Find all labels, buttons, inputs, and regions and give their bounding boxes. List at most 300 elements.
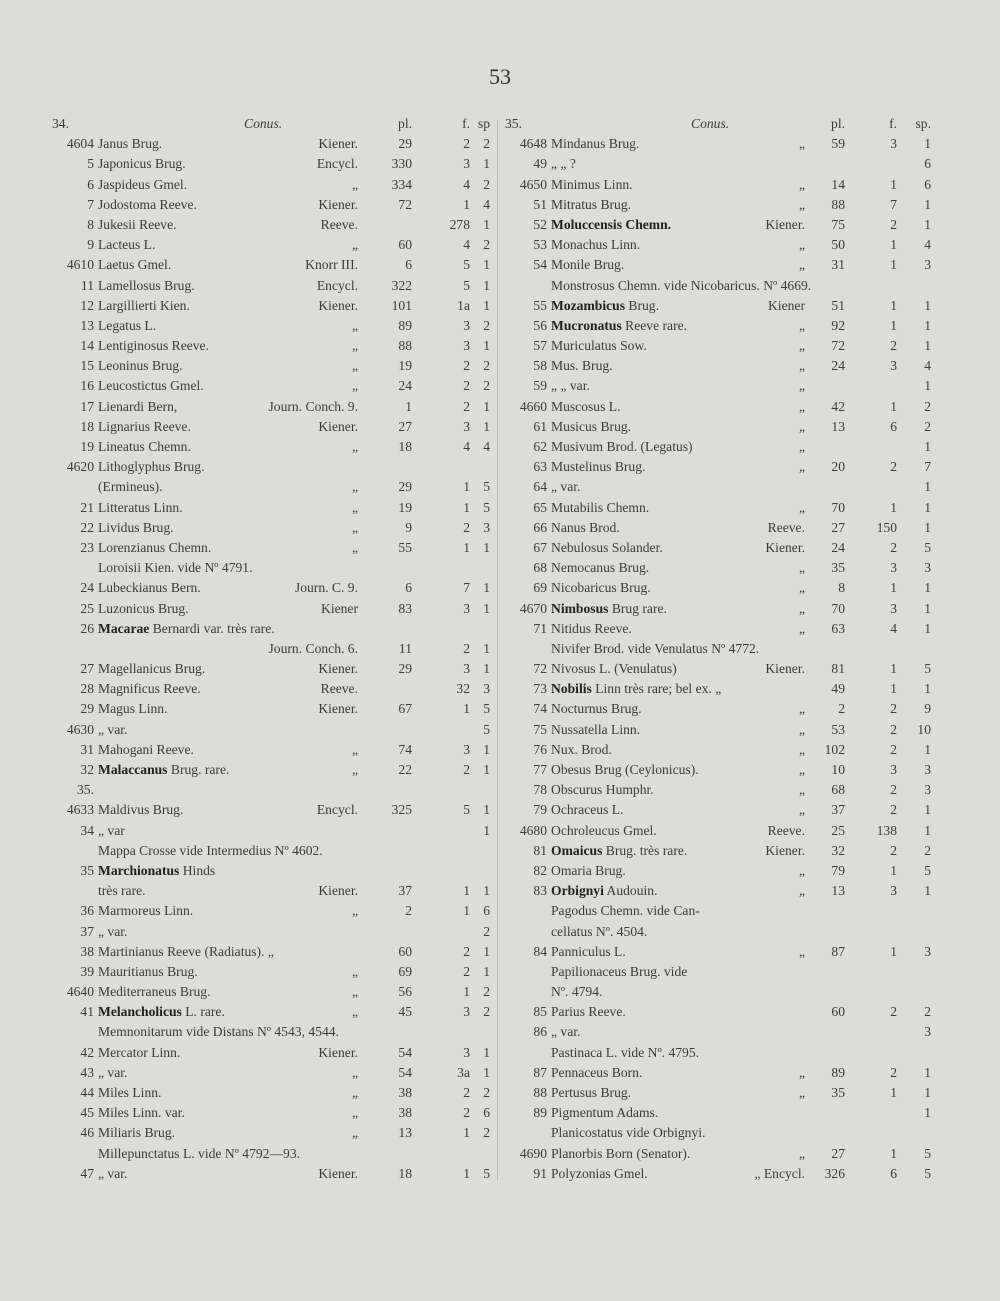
figure-number: 1: [463, 539, 470, 555]
figure-number: 5: [463, 277, 470, 293]
species-name: [98, 1164, 127, 1184]
reference-source: „: [351, 317, 358, 333]
catalog-entry: [52, 1123, 492, 1143]
species-text: Janus Brug.: [98, 136, 163, 152]
entry-number: 56: [533, 317, 547, 333]
species-name: [551, 800, 623, 820]
plate-number: 19: [398, 358, 412, 374]
catalog-entry: [505, 800, 935, 820]
species-name: [98, 134, 162, 154]
species-text: Lentiginosus Reeve.: [98, 338, 209, 354]
entry-number: 62: [533, 439, 547, 454]
specimen-count: 2: [483, 984, 490, 1000]
specimen-count: 4: [483, 196, 490, 212]
entry-number: 14: [80, 338, 94, 354]
species-name: [98, 558, 252, 578]
catalog-entry: [52, 679, 492, 699]
highlighted-species: Macarae: [98, 620, 150, 636]
figure-number: 1: [463, 479, 470, 495]
figure-number: 1: [890, 176, 897, 192]
right-column: [505, 114, 935, 1184]
figure-number: 2: [463, 762, 470, 777]
catalog-entry: [505, 1063, 935, 1083]
entry-number: 53: [533, 237, 547, 253]
reference-source: „: [798, 358, 805, 374]
column-header: [52, 114, 492, 134]
figure-number: 2: [463, 640, 470, 656]
species-text: Leoninus Brug.: [98, 358, 183, 374]
catalog-entry: [52, 154, 492, 174]
species-name: [551, 659, 677, 679]
species-name: [551, 578, 651, 598]
plate-number: 87: [831, 943, 845, 959]
species-text: „ var.: [551, 1024, 581, 1040]
specimen-count: 3: [924, 257, 931, 273]
entry-number: 52: [533, 216, 547, 232]
reference-source: „: [351, 741, 358, 757]
reference-source: „: [798, 257, 805, 273]
reference-source: Reeve.: [767, 822, 805, 838]
specimen-count: 1: [483, 257, 490, 273]
figure-number: 2: [890, 802, 897, 818]
entry-number: 37: [80, 923, 94, 939]
species-text: Panniculus L.: [551, 943, 626, 959]
species-text: Pastinaca L. vide Nº. 4795.: [551, 1044, 700, 1060]
plate-number: 6: [405, 580, 412, 596]
specimen-count: 2: [483, 1125, 490, 1141]
entry-number: 75: [533, 721, 547, 737]
species-text: Millepunctatus L. vide Nº 4792—93.: [98, 1145, 301, 1161]
reference-source: Kiener.: [318, 1165, 358, 1181]
species-name: [551, 841, 687, 861]
species-text: „ var.: [98, 1064, 128, 1080]
specimen-count: 1: [924, 196, 931, 212]
species-name: [551, 215, 671, 235]
catalog-entry: [505, 235, 935, 255]
catalog-entry: [505, 215, 935, 235]
species-text: Monile Brug.: [551, 257, 625, 273]
column-divider: [497, 120, 498, 1180]
reference-source: „: [351, 1105, 358, 1121]
catalog-entry: [52, 558, 492, 578]
specimen-count: 1: [924, 1064, 931, 1080]
species-text: Muscosus L.: [551, 398, 621, 414]
figure-number: 1: [890, 943, 897, 959]
catalog-entry: [52, 942, 492, 962]
figure-number: 1: [463, 883, 470, 899]
figure-number: 7: [463, 580, 470, 596]
plate-number: 53: [831, 721, 845, 737]
species-text: Brug rare.: [608, 600, 667, 616]
species-name: [98, 740, 194, 760]
species-name: [551, 356, 613, 376]
figure-number: 3: [463, 1044, 470, 1060]
reference-source: „: [798, 762, 805, 777]
plate-number: 29: [398, 661, 412, 677]
reference-source: „: [798, 499, 805, 515]
species-text: Nº. 4794.: [551, 984, 603, 1000]
species-text: Ochroleucus Gmel.: [551, 822, 657, 838]
species-name: [551, 962, 687, 982]
species-name: [98, 901, 193, 921]
entry-number: 43: [80, 1064, 94, 1080]
species-name: [98, 538, 211, 558]
catalog-entry: [52, 720, 492, 740]
species-name: [551, 195, 631, 215]
plate-number: 325: [391, 802, 412, 818]
figure-number: 2: [890, 539, 897, 555]
catalog-entry: [505, 1002, 935, 1022]
entry-number: 67: [533, 539, 547, 555]
species-name: [551, 1103, 658, 1123]
catalog-entry: [505, 498, 935, 518]
catalog-entry: [52, 861, 492, 881]
specimen-count: 2: [924, 842, 931, 858]
specimen-count: 1: [483, 1044, 490, 1060]
plate-number: 27: [398, 418, 412, 434]
species-name: [551, 1123, 705, 1143]
species-name: [551, 1083, 631, 1103]
reference-source: Kiener.: [765, 842, 805, 858]
species-text: Luzonicus Brug.: [98, 600, 189, 616]
species-text: Memnonitarum vide Distans Nº 4543, 4544.: [98, 1024, 339, 1040]
species-name: [551, 255, 624, 275]
plate-number: 37: [398, 883, 412, 899]
species-name: [98, 821, 125, 841]
reference-source: „: [798, 378, 805, 394]
species-text: Marmoreus Linn.: [98, 903, 194, 919]
catalog-entry: [52, 134, 492, 154]
entry-number: 4690: [519, 1145, 547, 1161]
specimen-count: 1: [924, 479, 931, 495]
species-text: Nivifer Brod. vide Venulatus Nº 4772.: [551, 640, 760, 656]
entry-number: 73: [533, 681, 547, 697]
species-text: Nemocanus Brug.: [551, 560, 650, 576]
specimen-count: 1: [924, 620, 931, 636]
catalog-entry: [505, 881, 935, 901]
reference-source: „ Encycl.: [754, 1165, 805, 1181]
specimen-count: 1: [483, 883, 490, 899]
reference-source: Encycl.: [316, 277, 358, 293]
entry-number: 17: [80, 398, 94, 414]
figure-number: 3a: [457, 1064, 470, 1080]
highlighted-species: Mucronatus: [551, 317, 622, 333]
species-text: Hinds: [179, 862, 216, 878]
reference-source: „: [798, 1145, 805, 1161]
highlighted-species: Nobilis: [551, 681, 592, 697]
catalog-entry: [52, 1103, 492, 1123]
entry-number: 74: [533, 701, 547, 717]
species-name: [551, 477, 580, 497]
figure-number: 3: [463, 600, 470, 616]
reference-source: Kiener.: [765, 539, 805, 555]
species-name: [98, 841, 323, 861]
specimen-count: 1: [483, 398, 490, 414]
species-name: [551, 679, 721, 699]
species-name: [551, 276, 811, 296]
entry-number: 79: [533, 802, 547, 818]
catalog-entry: [505, 376, 935, 396]
plate-number: 75: [831, 216, 845, 232]
species-text: Largillierti Kien.: [98, 297, 190, 313]
entry-number: 65: [533, 499, 547, 515]
plate-number: 54: [398, 1064, 412, 1080]
catalog-entry: [52, 599, 492, 619]
reference-source: Kiener.: [318, 196, 358, 212]
figure-number: 6: [890, 1165, 897, 1181]
specimen-count: 1: [924, 883, 931, 899]
catalog-entry: [52, 518, 492, 538]
species-text: Nivosus L. (Venulatus): [551, 661, 677, 677]
entry-number: 32: [80, 762, 94, 777]
specimen-count: 1: [483, 1064, 490, 1080]
species-name: [98, 679, 201, 699]
entry-number: 61: [533, 418, 547, 434]
figure-number: 278: [449, 216, 470, 232]
species-text: Audouin.: [603, 883, 658, 899]
figure-number: 2: [890, 701, 897, 717]
reference-source: „: [351, 358, 358, 374]
genus-heading: Conus.: [244, 116, 283, 131]
species-name: [551, 740, 612, 760]
catalog-entry: [52, 922, 492, 942]
entry-number: 24: [80, 580, 94, 596]
specimen-count: 5: [483, 499, 490, 515]
species-name: [551, 982, 602, 1002]
species-text: Lorenzianus Chemn.: [98, 539, 212, 555]
plate-number: 83: [398, 600, 412, 616]
entry-number: 4648: [519, 136, 547, 152]
reference-source: „: [351, 1004, 358, 1020]
reference-source: „: [798, 620, 805, 636]
section-number: 35.: [505, 116, 522, 131]
plate-number: 38: [398, 1105, 412, 1121]
plate-number: 102: [824, 741, 845, 757]
species-text: Mercator Linn.: [98, 1044, 181, 1060]
entry-number: 71: [533, 620, 547, 636]
species-text: Mahogani Reeve.: [98, 741, 194, 757]
entry-number: 35: [80, 862, 94, 878]
species-name: [98, 1083, 161, 1103]
catalog-entry: [52, 578, 492, 598]
species-text: Lamellosus Brug.: [98, 277, 195, 293]
species-name: [98, 1043, 180, 1063]
figure-number: 2: [890, 459, 897, 475]
entry-number: 4633: [66, 802, 94, 818]
entry-number: 77: [533, 762, 547, 777]
catalog-entry: [52, 699, 492, 719]
entry-number: 46: [80, 1125, 94, 1141]
catalog-entry: [505, 740, 935, 760]
plate-number: 13: [831, 418, 845, 434]
species-text: Nussatella Linn.: [551, 721, 641, 737]
plate-number: 79: [831, 862, 845, 878]
plate-number: 24: [831, 358, 845, 374]
entry-number: 54: [533, 257, 547, 273]
figure-number: 2: [463, 943, 470, 959]
catalog-entry: [52, 901, 492, 921]
species-name: [98, 1144, 300, 1164]
species-text: Reeve rare.: [621, 317, 688, 333]
catalog-entry: [505, 841, 935, 861]
entry-number: 39: [80, 963, 94, 979]
specimen-count: 5: [924, 1165, 931, 1181]
species-name: [551, 942, 626, 962]
catalog-entry: [505, 276, 935, 296]
entry-number: 4620: [66, 459, 94, 475]
figure-number: 5: [463, 257, 470, 273]
catalog-entry: [505, 699, 935, 719]
figure-number: 3: [463, 156, 470, 172]
specimen-count: 1: [483, 963, 490, 979]
plate-number: 9: [405, 519, 412, 535]
specimen-count: 3: [924, 762, 931, 777]
catalog-entry: [505, 922, 935, 942]
plate-number: 81: [831, 661, 845, 677]
species-text: Miles Linn. var.: [98, 1105, 185, 1121]
entry-number: 4640: [66, 984, 94, 1000]
entry-number: 72: [533, 661, 547, 677]
figure-number: 3: [463, 418, 470, 434]
entry-number: 35.: [77, 782, 94, 798]
highlighted-species: Melancholicus: [98, 1004, 182, 1020]
plate-heading: pl.: [398, 116, 412, 131]
figure-number: 2: [463, 136, 470, 152]
reference-source: Journ. Conch. 6.: [268, 640, 358, 656]
species-text: „ „ ?: [551, 156, 576, 172]
catalog-entry: [52, 639, 492, 659]
plate-number: 6: [405, 257, 412, 273]
specimen-count: 2: [483, 358, 490, 374]
figure-number: 4: [463, 176, 470, 192]
plate-number: 56: [398, 984, 412, 1000]
catalog-entry: [52, 356, 492, 376]
species-text: Brug. très rare.: [602, 842, 688, 858]
specimen-count: 1: [483, 802, 490, 818]
figure-number: 3: [463, 317, 470, 333]
species-text: Brug. rare.: [167, 762, 230, 777]
catalog-entry: [505, 437, 935, 457]
plate-number: 2: [838, 701, 845, 717]
species-text: Musivum Brod. (Legatus): [551, 439, 693, 454]
left-column: [52, 114, 492, 1184]
figure-number: 3: [890, 358, 897, 374]
plate-number: 14: [831, 176, 845, 192]
reference-source: „: [351, 963, 358, 979]
plate-number: 59: [831, 136, 845, 152]
highlighted-species: Orbignyi: [551, 883, 604, 899]
entry-number: 4680: [519, 822, 547, 838]
catalog-entry: [505, 134, 935, 154]
catalog-entry: [505, 1083, 935, 1103]
species-name: [98, 215, 177, 235]
reference-source: „: [798, 1085, 805, 1100]
reference-source: Encycl.: [316, 802, 358, 818]
catalog-entry: [52, 619, 492, 639]
specimen-count: 2: [483, 176, 490, 192]
reference-source: „: [351, 1064, 358, 1080]
species-name: [98, 437, 191, 457]
catalog-entry: [505, 619, 935, 639]
catalog-entry: [52, 498, 492, 518]
species-name: [551, 760, 699, 780]
reference-source: „: [798, 802, 805, 818]
plate-number: 11: [398, 640, 412, 656]
reference-source: „: [798, 560, 805, 576]
species-name: [98, 175, 187, 195]
catalog-entry: [505, 780, 935, 800]
plate-number: 13: [398, 1125, 412, 1141]
plate-number: 89: [398, 317, 412, 333]
species-name: [551, 316, 687, 336]
figure-number: 1: [463, 499, 470, 515]
catalog-entry: [505, 1164, 935, 1184]
specimen-count: 5: [924, 1145, 931, 1161]
plate-number: 10: [831, 762, 845, 777]
figure-number: 3: [463, 741, 470, 757]
species-name: [98, 1022, 339, 1042]
species-text: Magnificus Reeve.: [98, 681, 201, 697]
specimen-count: 1: [483, 741, 490, 757]
specimen-count: 3: [924, 943, 931, 959]
reference-source: Kiener.: [318, 883, 358, 899]
specimen-count: 5: [924, 661, 931, 677]
reference-source: „: [351, 338, 358, 354]
plate-number: 69: [398, 963, 412, 979]
entry-number: 83: [533, 883, 547, 899]
figure-number: 3: [890, 600, 897, 616]
species-text: Minimus Linn.: [551, 176, 633, 192]
reference-source: Kiener.: [318, 418, 358, 434]
species-text: Jodostoma Reeve.: [98, 196, 197, 212]
specimen-count: 1: [483, 580, 490, 596]
right-entry-list: [505, 134, 935, 1184]
species-name: [551, 235, 640, 255]
catalog-entry: [505, 861, 935, 881]
plate-number: 18: [398, 439, 412, 454]
specimen-count: 2: [483, 1004, 490, 1020]
section-number: 34.: [52, 116, 69, 131]
catalog-entry: [505, 578, 935, 598]
figure-number: 2: [890, 721, 897, 737]
species-name: [551, 296, 659, 316]
species-name: [551, 498, 649, 518]
plate-number: 68: [831, 782, 845, 798]
specimen-count: 3: [924, 782, 931, 798]
reference-source: „: [351, 519, 358, 535]
entry-number: 49: [533, 156, 547, 172]
species-name: [98, 316, 156, 336]
entry-number: 44: [80, 1085, 94, 1100]
plate-number: 60: [831, 1004, 845, 1020]
catalog-entry: [52, 881, 492, 901]
plate-number: 38: [398, 1085, 412, 1100]
figure-number: 3: [463, 338, 470, 354]
reference-source: „: [798, 237, 805, 253]
specimen-count: 9: [924, 701, 931, 717]
entry-number: 18: [80, 418, 94, 434]
reference-source: „: [798, 196, 805, 212]
reference-source: „: [798, 136, 805, 152]
entry-number: 25: [80, 600, 94, 616]
species-name: [98, 619, 275, 639]
catalog-entry: [505, 457, 935, 477]
entry-number: 4604: [66, 136, 94, 152]
catalog-entry: [52, 376, 492, 396]
species-text: „ var.: [98, 923, 128, 939]
species-text: Nebulosus Solander.: [551, 539, 663, 555]
figure-number: 150: [876, 519, 897, 535]
